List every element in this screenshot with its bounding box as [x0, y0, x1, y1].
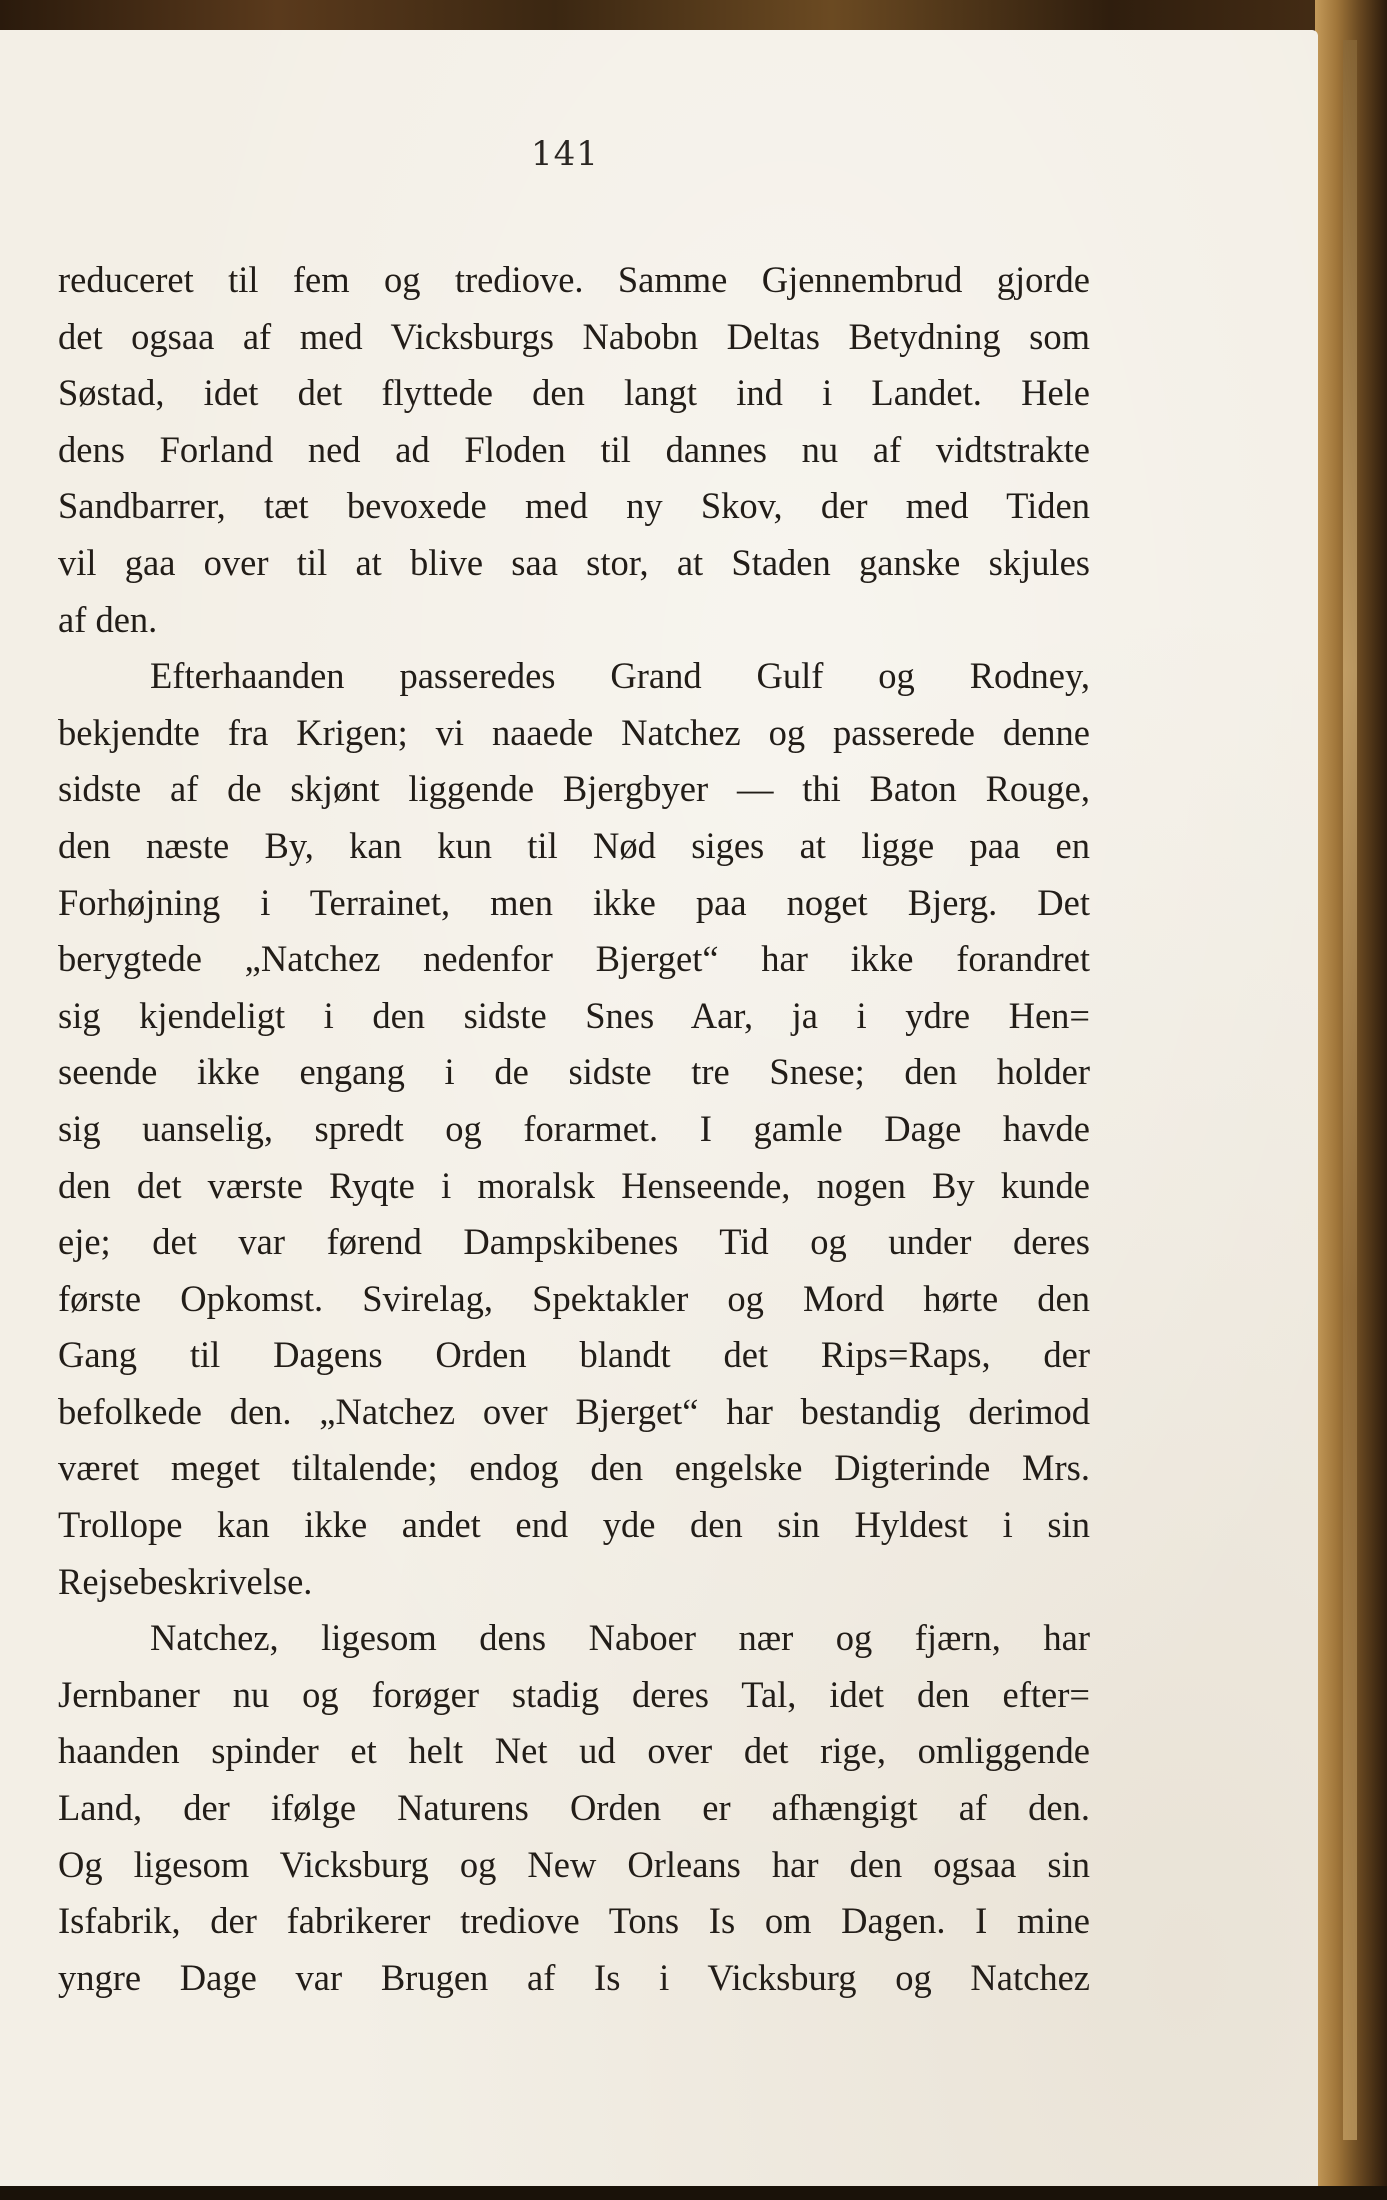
text-line: været meget tiltalende; endog den engelske Digterinde Mrs. — [58, 1447, 1090, 1489]
text-line: Isfabrik, der fabrikerer trediove Tons Is om Dagen. I mine — [58, 1900, 1090, 1942]
book-binding-bottom — [0, 2186, 1387, 2200]
page-number: 141 — [531, 134, 599, 174]
text-line: Natchez, ligesom dens Naboer nær og fjærn, har — [150, 1617, 1090, 1659]
text-line: den det værste Ryqte i moralsk Henseende, nogen By kunde — [58, 1164, 1090, 1206]
text-line: Sandbarrer, tæt bevoxede med ny Skov, der med Tiden — [58, 485, 1090, 527]
text-line: dens Forland ned ad Floden til dannes nu af vidtstrakte — [58, 428, 1090, 470]
text-line: reduceret til fem og trediove. Samme Gjennembrud gjorde — [58, 259, 1090, 300]
text-line: Gang til Dagens Orden blandt det Rips=Raps, der — [58, 1334, 1090, 1376]
text-line: vil gaa over til at blive saa stor, at Staden ganske skjules — [58, 541, 1090, 583]
text-line: Trollope kan ikke andet end yde den sin Hyldest i sin — [58, 1504, 1090, 1546]
text-line: Og ligesom Vicksburg og New Orleans har den ogsaa sin — [58, 1843, 1090, 1885]
text-line: sidste af de skjønt liggende Bjergbyer — thi Baton Rouge, — [58, 768, 1090, 810]
text-line: Rejsebeskrivelse. — [58, 1560, 313, 1602]
text-line: berygtede „Natchez nedenfor Bjerget“ har ikke forandret — [58, 938, 1090, 980]
text-line: den næste By, kan kun til Nød siges at ligge paa en — [58, 824, 1090, 866]
text-line: bekjendte fra Krigen; vi naaede Natchez og passerede denne — [58, 711, 1090, 753]
page-edges — [1343, 40, 1357, 2140]
text-line: af den. — [58, 598, 158, 640]
text-line: sig uanselig, spredt og forarmet. I gamle Dage havde — [58, 1107, 1090, 1149]
text-line: det ogsaa af med Vicksburgs Nabobn Deltas Betydning som — [58, 315, 1090, 357]
text-line: sig kjendeligt i den sidste Snes Aar, ja i ydre Hen= — [58, 994, 1090, 1036]
book-page — [0, 30, 1318, 2186]
text-line: seende ikke engang i de sidste tre Snese; den holder — [58, 1051, 1090, 1093]
text-line: befolkede den. „Natchez over Bjerget“ har bestandig derimod — [58, 1390, 1090, 1432]
text-line: Forhøjning i Terrainet, men ikke paa noget Bjerg. Det — [58, 881, 1090, 923]
text-line: første Opkomst. Svirelag, Spektakler og Mord hørte den — [58, 1277, 1090, 1319]
text-line: Land, der ifølge Naturens Orden er afhængigt af den. — [58, 1787, 1090, 1829]
book-spine-edge — [1315, 0, 1387, 2200]
text-line: haanden spinder et helt Net ud over det rige, omliggende — [58, 1730, 1090, 1772]
text-line: eje; det var førend Dampskibenes Tid og under deres — [58, 1221, 1090, 1263]
body-text — [58, 252, 1090, 2006]
text-line: Efterhaanden passeredes Grand Gulf og Rodney, — [150, 655, 1090, 697]
text-line: Søstad, idet det flyttede den langt ind i Landet. Hele — [58, 372, 1090, 414]
text-line: yngre Dage var Brugen af Is i Vicksburg og Natchez — [58, 1956, 1090, 1998]
text-line: Jernbaner nu og forøger stadig deres Tal, idet den efter= — [58, 1673, 1090, 1715]
